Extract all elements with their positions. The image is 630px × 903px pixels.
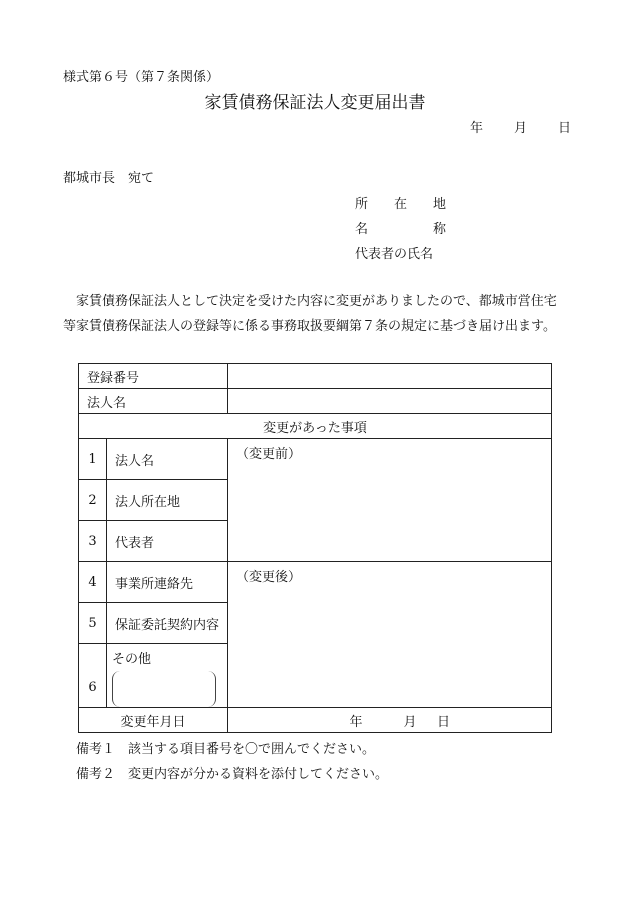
changes-header-row bbox=[79, 414, 552, 439]
corporation-name-field[interactable] bbox=[228, 389, 552, 414]
other-detail-bracket[interactable] bbox=[112, 671, 216, 707]
item-label: 法人所在地 bbox=[107, 480, 228, 521]
changes-header: 変更があった事項 bbox=[79, 414, 552, 439]
form-number: 様式第６号（第７条関係） bbox=[63, 70, 220, 85]
corporation-name-label: 法人名 bbox=[79, 389, 228, 414]
registration-number-field[interactable] bbox=[228, 364, 552, 389]
submission-date bbox=[470, 117, 571, 136]
change-table bbox=[78, 363, 552, 733]
before-change-field[interactable] bbox=[228, 439, 552, 562]
change-date-day: 日 bbox=[437, 714, 451, 730]
other-item bbox=[107, 644, 228, 708]
change-date-label: 変更年月日 bbox=[79, 708, 228, 733]
item-label: 保証委託契約内容 bbox=[107, 603, 228, 644]
item-label: 法人名 bbox=[107, 439, 228, 480]
corporation-name-row bbox=[79, 389, 552, 414]
item-row bbox=[79, 562, 552, 603]
remark-2: 備考２ 変更内容が分かる資料を添付してください。 bbox=[76, 767, 389, 782]
item-number[interactable]: 4 bbox=[79, 562, 107, 603]
after-change-field[interactable] bbox=[228, 562, 552, 708]
representative-label: 代表者の氏名 bbox=[355, 247, 434, 262]
after-change-label: （変更後） bbox=[236, 570, 302, 585]
document-title: 家賃債務保証法人変更届出書 bbox=[204, 93, 426, 113]
notification-text: 家賃債務保証法人として決定を受けた内容に変更がありましたので、都城市営住宅等家賃債務保証法人の登録等に係る事務取扱要綱第７条の規定に基づき届け出ます。 bbox=[63, 294, 557, 334]
date-month: 月 bbox=[514, 121, 528, 136]
registration-number-row bbox=[79, 364, 552, 389]
addressee: 都城市長 宛て bbox=[63, 171, 155, 186]
item-number[interactable]: 5 bbox=[79, 603, 107, 644]
address-label: 所 在 地 bbox=[355, 197, 447, 212]
item-row bbox=[79, 439, 552, 480]
item-number[interactable]: 3 bbox=[79, 521, 107, 562]
item-number[interactable]: 6 bbox=[79, 644, 107, 708]
item-label: 事業所連絡先 bbox=[107, 562, 228, 603]
before-change-label: （変更前） bbox=[236, 447, 302, 462]
date-day: 日 bbox=[558, 121, 572, 136]
change-date-row bbox=[79, 708, 552, 733]
item-number[interactable]: 2 bbox=[79, 480, 107, 521]
item-label: 代表者 bbox=[107, 521, 228, 562]
registration-number-label: 登録番号 bbox=[79, 364, 228, 389]
date-year: 年 bbox=[470, 121, 484, 136]
name-label: 名 称 bbox=[355, 222, 447, 237]
remark-1: 備考１ 該当する項目番号を〇で囲んでください。 bbox=[76, 742, 376, 757]
change-date-field[interactable] bbox=[228, 708, 552, 733]
change-date-month: 月 bbox=[403, 714, 417, 730]
notification-body bbox=[63, 289, 567, 339]
item-label: その他 bbox=[112, 652, 152, 667]
item-number[interactable]: 1 bbox=[79, 439, 107, 480]
change-date-year: 年 bbox=[349, 714, 363, 730]
